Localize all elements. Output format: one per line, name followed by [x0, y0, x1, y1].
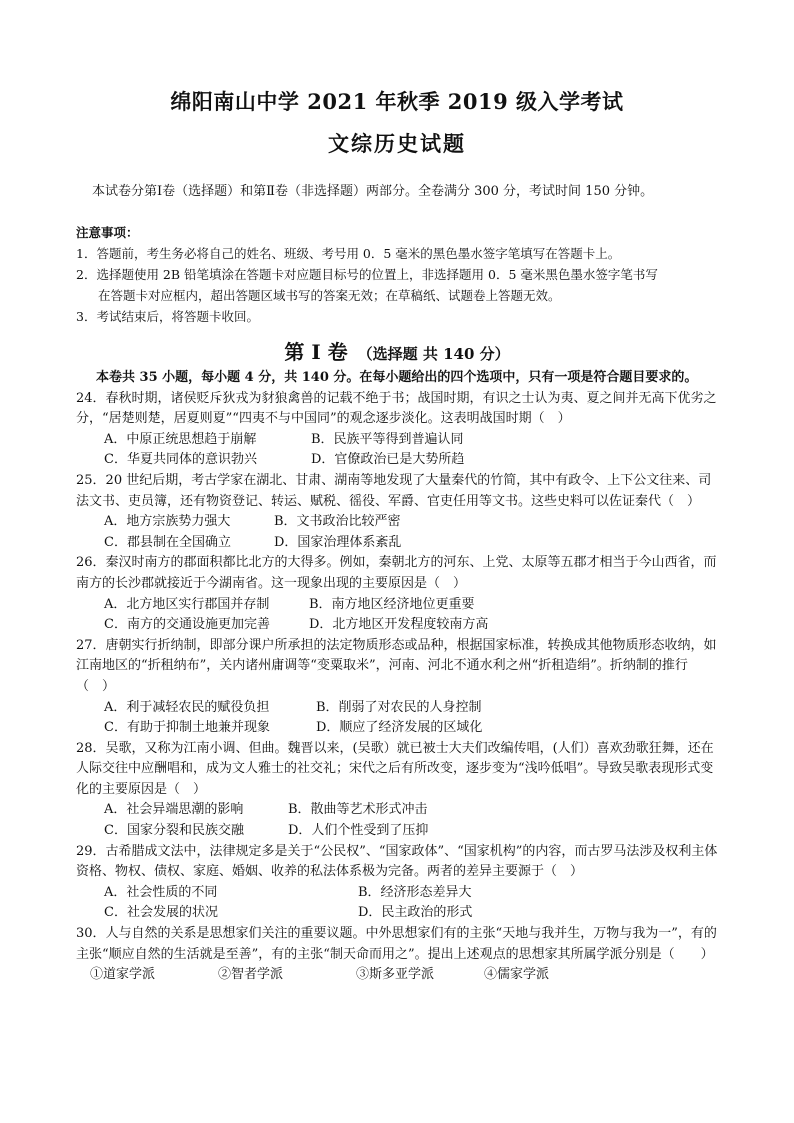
question-28-options	[76, 821, 720, 842]
option-c: C．有助于抑制土地兼并现象	[104, 720, 270, 736]
exam-subtitle: 文综历史试题	[328, 131, 466, 156]
notice-item: 在答题卡对应框内，超出答题区域书写的答案无效；在草稿纸、试题卷上答题无效。	[98, 288, 561, 303]
exam-title: 绵阳南山中学 2021 年秋季 2019 级入学考试	[170, 89, 624, 114]
question-24-options	[76, 450, 720, 471]
notice-item: 3．考试结束后，将答题卡收回。	[76, 309, 259, 324]
notice-block	[76, 222, 736, 327]
option-b: B．南方地区经济地位更重要	[309, 596, 475, 612]
option-d: D．民主政治的形式	[358, 905, 473, 921]
option-4: ④儒家学派	[484, 967, 550, 983]
section-heading	[0, 336, 794, 365]
option-a: A．利于减轻农民的赋役负担	[104, 699, 270, 715]
section-instructions: 本卷共 35 小题，每小题 4 分，共 140 分。在每小题给出的四个选项中，只有一项是符合题目要求的。	[96, 370, 698, 385]
option-a: A．社会异端思潮的影响	[104, 802, 244, 818]
option-d: D．官僚政治已是大势所趋	[311, 452, 465, 468]
question-25-options	[76, 533, 720, 554]
option-1: ①道家学派	[90, 967, 156, 983]
section-subtitle: （选择题 共 140 分）	[357, 345, 510, 363]
exam-intro: 本试卷分第Ⅰ卷（选择题）和第Ⅱ卷（非选择题）两部分。全卷满分 300 分，考试时间 150 分钟。	[92, 184, 654, 199]
question-24-stem: 24．春秋时期，诸侯贬斥狄戎为豺狼禽兽的记载不绝于书；战国时期，有识之士认为夷、夏之间并无高下优劣之分，“居楚则楚，居夏则夏”“四夷不与中国同”的观念逐步淡化。这表明战国时期（ ）	[76, 390, 717, 427]
question-26-options	[76, 595, 720, 616]
question-29-options	[76, 883, 720, 904]
question-24-options	[76, 430, 720, 451]
question-29-options	[76, 903, 720, 924]
section-title: 第 Ⅰ 卷	[284, 340, 348, 364]
option-a: A．地方宗族势力强大	[104, 514, 231, 530]
option-b: B．削弱了对农民的人身控制	[316, 699, 482, 715]
notice-item: 1．答题前，考生务必将自己的姓名、班级、考号用 0．5 毫米的黑色墨水签字笔填写在答题卡上。	[76, 246, 621, 261]
option-2: ②智者学派	[218, 967, 284, 983]
question-29-stem: 29．古希腊成文法中，法律规定多是关于“公民权”、“国家政体”、“国家机构”的内容，而古罗马法涉及权利主体资格、物权、债权、家庭、婚姻、收养的私法体系极为完备。两者的差异主要源于（ ）	[76, 843, 718, 880]
option-b: B．文书政治比较严密	[274, 514, 401, 530]
option-a: A．中原正统思想趋于崩解	[104, 431, 257, 447]
question-25-stem: 25．20 世纪后期，考古学家在湖北、甘肃、湖南等地发现了大量秦代的竹简，其中有政令、上下公文往来、司法文书、吏员簿，还有物资登记、转运、赋税、徭役、军爵、官吏任用等文书。这些史料可以佐证秦代（ ）	[76, 472, 712, 509]
notice-item: 2．选择题使用 2B 铅笔填涂在答题卡对应题目标号的位置上，非选择题用 0．5 毫米黑色墨水签字笔书写	[76, 267, 658, 282]
option-b: B．散曲等艺术形式冲击	[288, 802, 428, 818]
option-d: D．北方地区开发程度较南方高	[309, 617, 489, 633]
option-d: D．国家治理体系紊乱	[274, 534, 402, 550]
question-30-stem: 30．人与自然的关系是思想家们关注的重要议题。中外思想家们有的主张“天地与我并生，万物与我为一”，有的主张“顺应自然的生活就是至善”，有的主张“制天命而用之”。提出上述观点的思想家其所属学派分别是（ ）	[76, 926, 717, 962]
option-c: C．南方的交通设施更加完善	[104, 617, 270, 633]
option-c: C．社会发展的状况	[104, 905, 218, 921]
option-a: A．北方地区实行郡国并存制	[104, 596, 270, 612]
notice-heading: 注意事项：	[76, 225, 139, 240]
option-3: ③斯多亚学派	[356, 967, 435, 983]
question-26-stem: 26．秦汉时南方的郡面积都比北方的大得多。例如，秦朝北方的河东、上党、太原等五郡才相当于今山西省，而南方的长沙郡就接近于今湖南省。这一现象出现的主要原因是（ ）	[76, 555, 717, 591]
question-list	[76, 368, 720, 986]
question-28-stem: 28．吴歌，又称为江南小调、但曲。魏晋以来，(吴歌）就已被士大夫们改编传唱，(人们）喜欢劲歌狂舞，还在人际交往中应酬唱和，成为文人雅士的社交礼；宋代之后有所改变，逐步变为“浅吟低唱”。导致吴歌表现形式变化的主要原因是（ ）	[76, 740, 714, 797]
option-b: B．经济形态差异大	[358, 884, 472, 900]
option-c: C．国家分裂和民族交融	[104, 823, 244, 839]
question-25-options	[76, 512, 720, 533]
option-a: A．社会性质的不同	[104, 884, 218, 900]
question-27-stem: 27．唐朝实行折纳制，即部分课户所承担的法定物质形态或品种，根据国家标准，转换成其他物质形态收纳，如江南地区的“折租纳布”，关内诸州庸调等“变粟取米”，河南、河北不通水利之州“折租造绢”。折纳制的推行（ ）	[76, 637, 717, 694]
question-26-options	[76, 615, 720, 636]
question-27-options	[76, 718, 720, 739]
option-d: D．顺应了经济发展的区域化	[316, 720, 483, 736]
question-27-options	[76, 698, 720, 719]
question-30-options	[76, 965, 720, 986]
option-d: D．人们个性受到了压抑	[288, 823, 429, 839]
option-c: C．郡县制在全国确立	[104, 534, 231, 550]
question-28-options	[76, 800, 720, 821]
option-b: B．民族平等得到普遍认同	[311, 431, 464, 447]
option-c: C．华夏共同体的意识勃兴	[104, 452, 257, 468]
